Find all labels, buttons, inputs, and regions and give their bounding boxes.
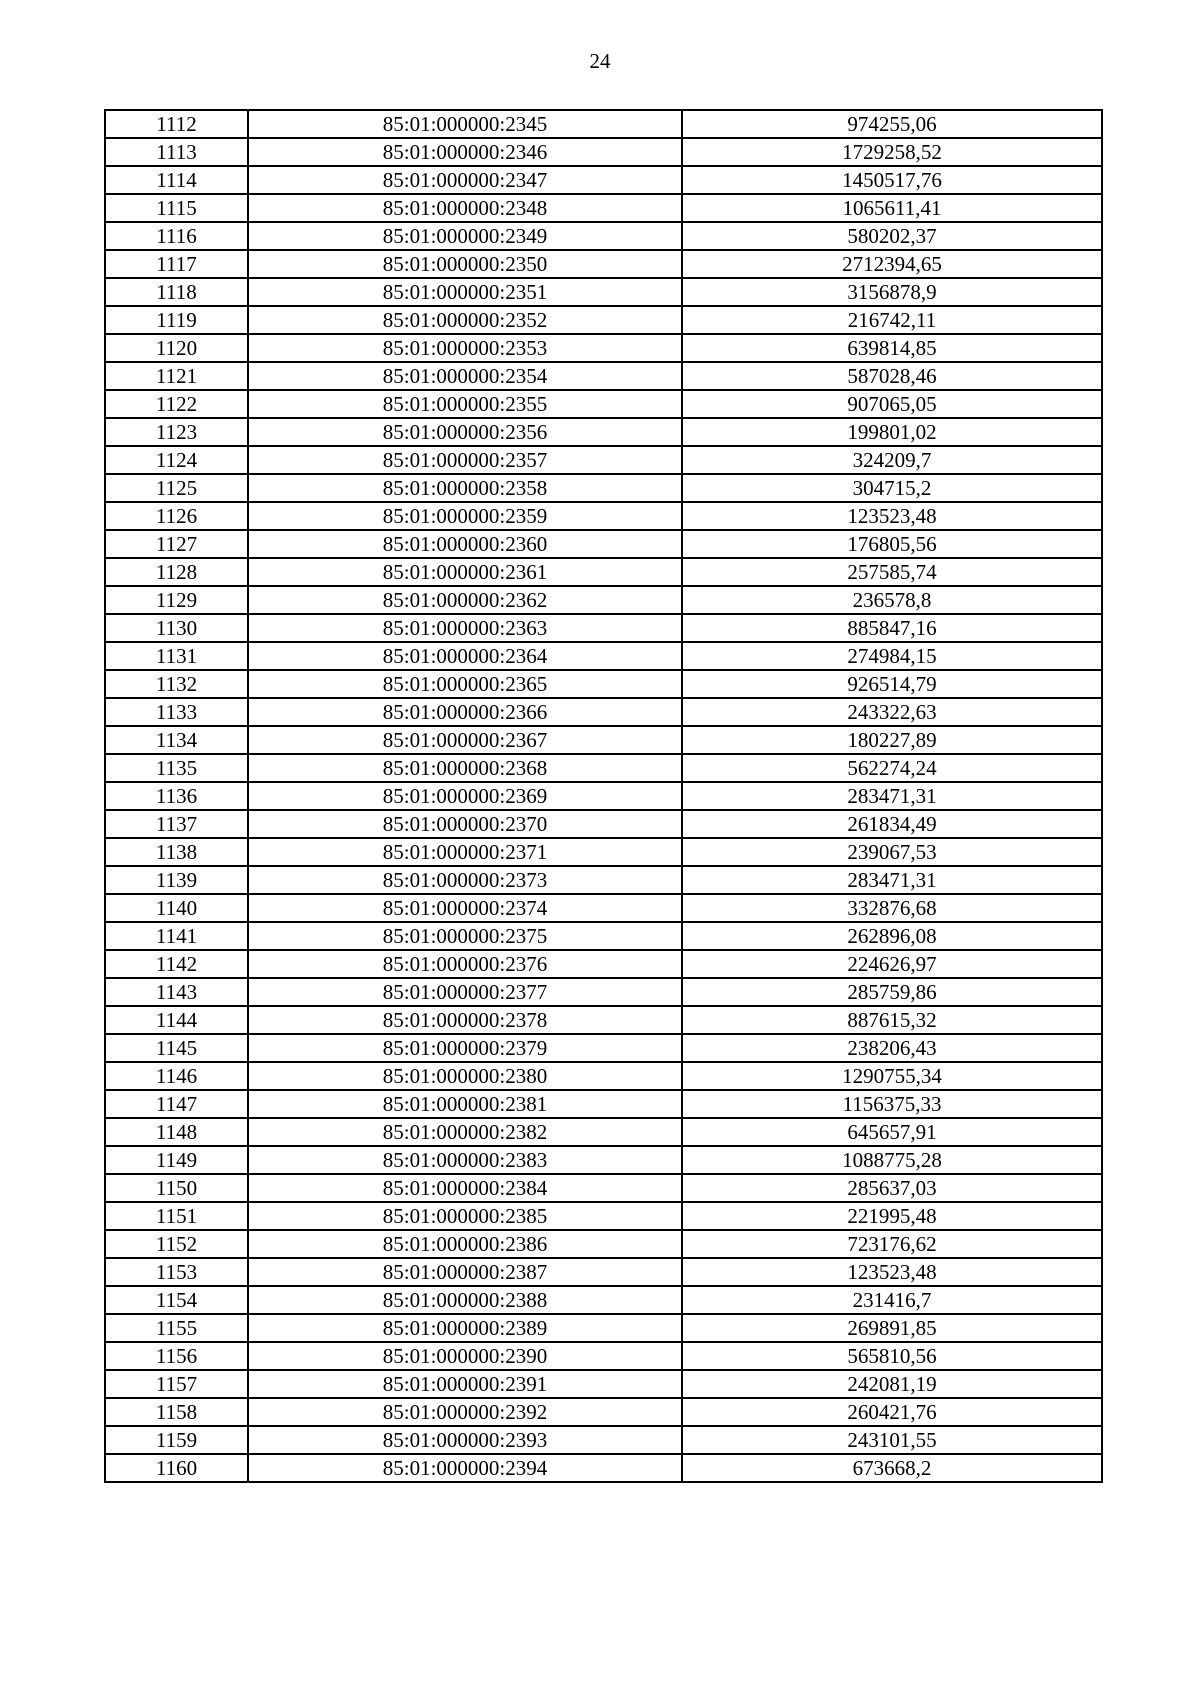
cadastral-value-cell: 885847,16 — [682, 614, 1102, 642]
row-number-cell: 1124 — [105, 446, 248, 474]
table-row — [105, 670, 1102, 698]
cadastral-value-cell: 723176,62 — [682, 1230, 1102, 1258]
row-number-cell: 1131 — [105, 642, 248, 670]
cadastral-number-cell: 85:01:000000:2357 — [248, 446, 682, 474]
cadastral-value-cell: 243101,55 — [682, 1426, 1102, 1454]
cadastral-value-cell: 887615,32 — [682, 1006, 1102, 1034]
table-row — [105, 726, 1102, 754]
cadastral-value-cell: 1450517,76 — [682, 166, 1102, 194]
table-row — [105, 1398, 1102, 1426]
row-number-cell: 1141 — [105, 922, 248, 950]
table-row — [105, 446, 1102, 474]
cadastral-number-cell: 85:01:000000:2390 — [248, 1342, 682, 1370]
cadastral-number-cell: 85:01:000000:2388 — [248, 1286, 682, 1314]
cadastral-value-cell: 1729258,52 — [682, 138, 1102, 166]
row-number-cell: 1120 — [105, 334, 248, 362]
cadastral-value-cell: 261834,49 — [682, 810, 1102, 838]
cadastral-value-cell: 283471,31 — [682, 782, 1102, 810]
cadastral-value-cell: 238206,43 — [682, 1034, 1102, 1062]
table-row — [105, 1202, 1102, 1230]
cadastral-value-cell: 180227,89 — [682, 726, 1102, 754]
cadastral-number-cell: 85:01:000000:2354 — [248, 362, 682, 390]
cadastral-number-cell: 85:01:000000:2347 — [248, 166, 682, 194]
table-row — [105, 278, 1102, 306]
cadastral-number-cell: 85:01:000000:2359 — [248, 502, 682, 530]
cadastral-number-cell: 85:01:000000:2380 — [248, 1062, 682, 1090]
table-row — [105, 1342, 1102, 1370]
cadastral-number-cell: 85:01:000000:2381 — [248, 1090, 682, 1118]
cadastral-value-cell: 221995,48 — [682, 1202, 1102, 1230]
cadastral-value-cell: 236578,8 — [682, 586, 1102, 614]
cadastral-value-cell: 304715,2 — [682, 474, 1102, 502]
row-number-cell: 1116 — [105, 222, 248, 250]
cadastral-number-cell: 85:01:000000:2367 — [248, 726, 682, 754]
table-row — [105, 1286, 1102, 1314]
cadastral-value-cell: 216742,11 — [682, 306, 1102, 334]
row-number-cell: 1154 — [105, 1286, 248, 1314]
cadastral-number-cell: 85:01:000000:2369 — [248, 782, 682, 810]
table-row — [105, 978, 1102, 1006]
cadastral-number-cell: 85:01:000000:2346 — [248, 138, 682, 166]
table-row — [105, 782, 1102, 810]
cadastral-value-cell: 242081,19 — [682, 1370, 1102, 1398]
cadastral-value-cell: 176805,56 — [682, 530, 1102, 558]
cadastral-number-cell: 85:01:000000:2392 — [248, 1398, 682, 1426]
table-row — [105, 1174, 1102, 1202]
table-row — [105, 1426, 1102, 1454]
cadastral-value-cell: 285637,03 — [682, 1174, 1102, 1202]
row-number-cell: 1137 — [105, 810, 248, 838]
table-row — [105, 1062, 1102, 1090]
row-number-cell: 1152 — [105, 1230, 248, 1258]
cadastral-number-cell: 85:01:000000:2362 — [248, 586, 682, 614]
table-row — [105, 1230, 1102, 1258]
cadastral-number-cell: 85:01:000000:2358 — [248, 474, 682, 502]
cadastral-value-cell: 260421,76 — [682, 1398, 1102, 1426]
page-number: 24 — [589, 49, 611, 73]
table-row — [105, 1146, 1102, 1174]
row-number-cell: 1142 — [105, 950, 248, 978]
cadastral-number-cell: 85:01:000000:2393 — [248, 1426, 682, 1454]
row-number-cell: 1138 — [105, 838, 248, 866]
cadastral-value-cell: 580202,37 — [682, 222, 1102, 250]
table-row — [105, 418, 1102, 446]
row-number-cell: 1113 — [105, 138, 248, 166]
cadastral-value-cell: 199801,02 — [682, 418, 1102, 446]
table-row — [105, 222, 1102, 250]
cadastral-value-cell: 123523,48 — [682, 502, 1102, 530]
cadastral-value-cell: 269891,85 — [682, 1314, 1102, 1342]
cadastral-value-cell: 2712394,65 — [682, 250, 1102, 278]
cadastral-value-cell: 1065611,41 — [682, 194, 1102, 222]
row-number-cell: 1140 — [105, 894, 248, 922]
cadastral-number-cell: 85:01:000000:2349 — [248, 222, 682, 250]
row-number-cell: 1139 — [105, 866, 248, 894]
cadastral-value-cell: 907065,05 — [682, 390, 1102, 418]
table-body — [105, 110, 1102, 1482]
cadastral-number-cell: 85:01:000000:2389 — [248, 1314, 682, 1342]
cadastral-number-cell: 85:01:000000:2366 — [248, 698, 682, 726]
row-number-cell: 1136 — [105, 782, 248, 810]
row-number-cell: 1143 — [105, 978, 248, 1006]
cadastral-value-cell: 562274,24 — [682, 754, 1102, 782]
table-row — [105, 810, 1102, 838]
row-number-cell: 1151 — [105, 1202, 248, 1230]
row-number-cell: 1132 — [105, 670, 248, 698]
table-row — [105, 1090, 1102, 1118]
table-row — [105, 614, 1102, 642]
cadastral-number-cell: 85:01:000000:2356 — [248, 418, 682, 446]
cadastral-number-cell: 85:01:000000:2374 — [248, 894, 682, 922]
cadastral-value-cell: 231416,7 — [682, 1286, 1102, 1314]
cadastral-number-cell: 85:01:000000:2385 — [248, 1202, 682, 1230]
cadastral-value-table — [104, 109, 1103, 1483]
cadastral-value-cell: 1156375,33 — [682, 1090, 1102, 1118]
cadastral-number-cell: 85:01:000000:2348 — [248, 194, 682, 222]
table-row — [105, 1454, 1102, 1482]
cadastral-number-cell: 85:01:000000:2360 — [248, 530, 682, 558]
cadastral-number-cell: 85:01:000000:2345 — [248, 110, 682, 138]
row-number-cell: 1117 — [105, 250, 248, 278]
row-number-cell: 1118 — [105, 278, 248, 306]
table-row — [105, 1034, 1102, 1062]
cadastral-value-cell: 324209,7 — [682, 446, 1102, 474]
row-number-cell: 1149 — [105, 1146, 248, 1174]
cadastral-number-cell: 85:01:000000:2386 — [248, 1230, 682, 1258]
cadastral-value-cell: 257585,74 — [682, 558, 1102, 586]
cadastral-number-cell: 85:01:000000:2350 — [248, 250, 682, 278]
cadastral-value-cell: 285759,86 — [682, 978, 1102, 1006]
cadastral-number-cell: 85:01:000000:2355 — [248, 390, 682, 418]
row-number-cell: 1115 — [105, 194, 248, 222]
table-row — [105, 306, 1102, 334]
row-number-cell: 1145 — [105, 1034, 248, 1062]
table-row — [105, 194, 1102, 222]
cadastral-value-cell: 332876,68 — [682, 894, 1102, 922]
table-row — [105, 166, 1102, 194]
cadastral-value-cell: 262896,08 — [682, 922, 1102, 950]
cadastral-value-cell: 673668,2 — [682, 1454, 1102, 1482]
row-number-cell: 1130 — [105, 614, 248, 642]
cadastral-number-cell: 85:01:000000:2377 — [248, 978, 682, 1006]
cadastral-number-cell: 85:01:000000:2375 — [248, 922, 682, 950]
cadastral-value-cell: 123523,48 — [682, 1258, 1102, 1286]
row-number-cell: 1147 — [105, 1090, 248, 1118]
cadastral-value-cell: 926514,79 — [682, 670, 1102, 698]
table-row — [105, 502, 1102, 530]
row-number-cell: 1129 — [105, 586, 248, 614]
row-number-cell: 1155 — [105, 1314, 248, 1342]
cadastral-value-cell: 283471,31 — [682, 866, 1102, 894]
table-row — [105, 586, 1102, 614]
cadastral-number-cell: 85:01:000000:2394 — [248, 1454, 682, 1482]
table-row — [105, 1314, 1102, 1342]
row-number-cell: 1128 — [105, 558, 248, 586]
table-row — [105, 474, 1102, 502]
cadastral-value-cell: 224626,97 — [682, 950, 1102, 978]
row-number-cell: 1123 — [105, 418, 248, 446]
cadastral-number-cell: 85:01:000000:2353 — [248, 334, 682, 362]
cadastral-value-cell: 645657,91 — [682, 1118, 1102, 1146]
row-number-cell: 1133 — [105, 698, 248, 726]
row-number-cell: 1160 — [105, 1454, 248, 1482]
row-number-cell: 1150 — [105, 1174, 248, 1202]
cadastral-number-cell: 85:01:000000:2378 — [248, 1006, 682, 1034]
cadastral-number-cell: 85:01:000000:2368 — [248, 754, 682, 782]
row-number-cell: 1157 — [105, 1370, 248, 1398]
table-row — [105, 138, 1102, 166]
row-number-cell: 1148 — [105, 1118, 248, 1146]
row-number-cell: 1127 — [105, 530, 248, 558]
cadastral-value-cell: 3156878,9 — [682, 278, 1102, 306]
row-number-cell: 1156 — [105, 1342, 248, 1370]
table-row — [105, 1118, 1102, 1146]
cadastral-number-cell: 85:01:000000:2351 — [248, 278, 682, 306]
table-row — [105, 110, 1102, 138]
cadastral-value-cell: 587028,46 — [682, 362, 1102, 390]
row-number-cell: 1125 — [105, 474, 248, 502]
cadastral-number-cell: 85:01:000000:2363 — [248, 614, 682, 642]
table-row — [105, 894, 1102, 922]
cadastral-number-cell: 85:01:000000:2361 — [248, 558, 682, 586]
cadastral-value-cell: 1290755,34 — [682, 1062, 1102, 1090]
table-row — [105, 866, 1102, 894]
table-row — [105, 250, 1102, 278]
row-number-cell: 1153 — [105, 1258, 248, 1286]
cadastral-value-cell: 639814,85 — [682, 334, 1102, 362]
table-row — [105, 558, 1102, 586]
cadastral-value-cell: 239067,53 — [682, 838, 1102, 866]
cadastral-value-cell: 1088775,28 — [682, 1146, 1102, 1174]
table-row — [105, 698, 1102, 726]
row-number-cell: 1121 — [105, 362, 248, 390]
row-number-cell: 1144 — [105, 1006, 248, 1034]
table-row — [105, 530, 1102, 558]
table-row — [105, 642, 1102, 670]
cadastral-number-cell: 85:01:000000:2352 — [248, 306, 682, 334]
cadastral-number-cell: 85:01:000000:2382 — [248, 1118, 682, 1146]
table-row — [105, 1370, 1102, 1398]
cadastral-number-cell: 85:01:000000:2379 — [248, 1034, 682, 1062]
cadastral-number-cell: 85:01:000000:2365 — [248, 670, 682, 698]
row-number-cell: 1135 — [105, 754, 248, 782]
cadastral-number-cell: 85:01:000000:2384 — [248, 1174, 682, 1202]
row-number-cell: 1159 — [105, 1426, 248, 1454]
cadastral-number-cell: 85:01:000000:2373 — [248, 866, 682, 894]
table-row — [105, 334, 1102, 362]
cadastral-number-cell: 85:01:000000:2364 — [248, 642, 682, 670]
row-number-cell: 1126 — [105, 502, 248, 530]
row-number-cell: 1112 — [105, 110, 248, 138]
row-number-cell: 1119 — [105, 306, 248, 334]
row-number-cell: 1122 — [105, 390, 248, 418]
cadastral-value-cell: 974255,06 — [682, 110, 1102, 138]
table-row — [105, 950, 1102, 978]
row-number-cell: 1114 — [105, 166, 248, 194]
table-row — [105, 838, 1102, 866]
cadastral-number-cell: 85:01:000000:2376 — [248, 950, 682, 978]
cadastral-value-cell: 565810,56 — [682, 1342, 1102, 1370]
cadastral-number-cell: 85:01:000000:2387 — [248, 1258, 682, 1286]
cadastral-number-cell: 85:01:000000:2370 — [248, 810, 682, 838]
table-row — [105, 754, 1102, 782]
row-number-cell: 1158 — [105, 1398, 248, 1426]
table-row — [105, 390, 1102, 418]
table-row — [105, 1258, 1102, 1286]
cadastral-value-cell: 274984,15 — [682, 642, 1102, 670]
cadastral-number-cell: 85:01:000000:2383 — [248, 1146, 682, 1174]
cadastral-number-cell: 85:01:000000:2371 — [248, 838, 682, 866]
table-row — [105, 362, 1102, 390]
row-number-cell: 1134 — [105, 726, 248, 754]
cadastral-value-cell: 243322,63 — [682, 698, 1102, 726]
table-row — [105, 1006, 1102, 1034]
table-row — [105, 922, 1102, 950]
row-number-cell: 1146 — [105, 1062, 248, 1090]
cadastral-number-cell: 85:01:000000:2391 — [248, 1370, 682, 1398]
